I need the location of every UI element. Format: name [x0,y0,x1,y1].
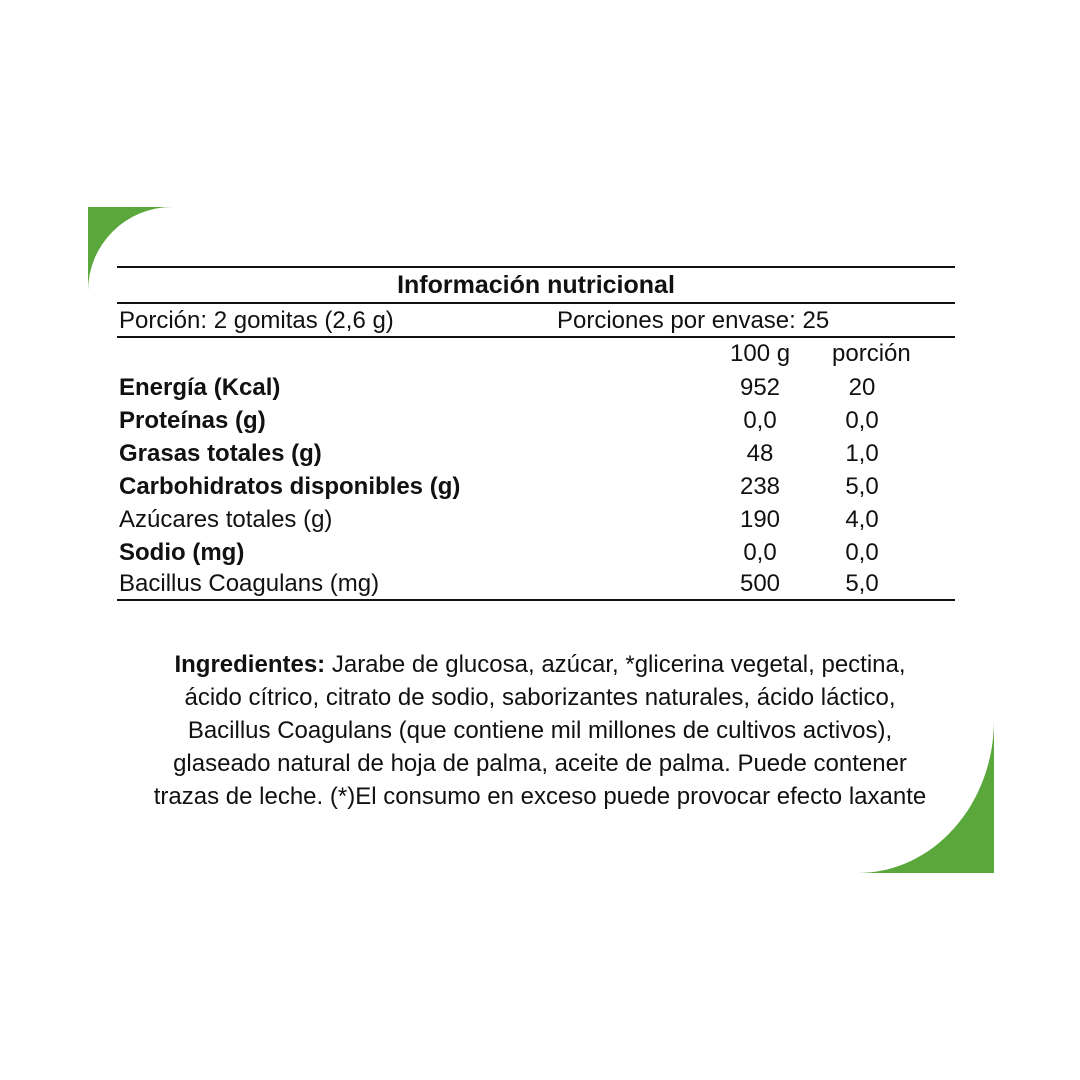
ingredients-label: Ingredientes: [174,651,326,678]
table-row [117,472,955,505]
ingredients-paragraph [110,648,970,813]
servings-per-package: Porciones por envase: 25 [557,307,830,334]
ingredients-line [110,648,970,681]
table-row [117,373,955,406]
value-portion: 4,0 [845,506,879,533]
table-title: Información nutricional [397,271,675,299]
row-label: Energía (Kcal) [119,374,281,401]
value-100g: 0,0 [743,407,777,434]
ingredients-line: ácido cítrico, citrato de sodio, saborizantes naturales, ácido láctico, [184,684,896,711]
portion-size: Porción: 2 gomitas (2,6 g) [119,307,394,334]
value-portion: 5,0 [845,473,879,500]
value-100g: 238 [739,473,781,500]
ingredients-line: Bacillus Coagulans (que contiene mil millones de cultivos activos), [187,717,893,744]
table-row [117,406,955,439]
value-100g: 952 [739,374,781,401]
table-row [117,538,955,571]
table-row [117,439,955,472]
value-100g: 0,0 [743,539,777,566]
portion-bottom-rule [117,336,955,338]
column-header-portion: porción [832,340,911,367]
value-100g: 190 [739,506,781,533]
table-row [117,569,955,602]
row-label: Grasas totales (g) [119,440,322,467]
value-portion: 5,0 [845,570,879,597]
title-bottom-rule [117,302,955,304]
row-label: Proteínas (g) [119,407,266,434]
table-row [117,505,955,538]
value-portion: 20 [848,374,876,401]
table-bottom-rule [117,599,955,601]
row-label: Azúcares totales (g) [119,506,333,533]
row-label: Sodio (mg) [119,539,245,566]
table-top-rule [117,266,955,268]
ingredients-text: Jarabe de glucosa, azúcar, *glicerina vegetal, pectina, [325,651,906,678]
row-label: Bacillus Coagulans (mg) [119,570,380,597]
value-portion: 0,0 [845,539,879,566]
value-100g: 48 [746,440,774,467]
column-header-100g: 100 g [730,340,791,367]
ingredients-line: trazas de leche. (*)El consumo en exceso puede provocar efecto laxante [153,783,927,810]
row-label: Carbohidratos disponibles (g) [119,473,461,500]
value-portion: 1,0 [845,440,879,467]
ingredients-line: glaseado natural de hoja de palma, aceite de palma. Puede contener [173,750,907,777]
value-100g: 500 [739,570,781,597]
value-portion: 0,0 [845,407,879,434]
